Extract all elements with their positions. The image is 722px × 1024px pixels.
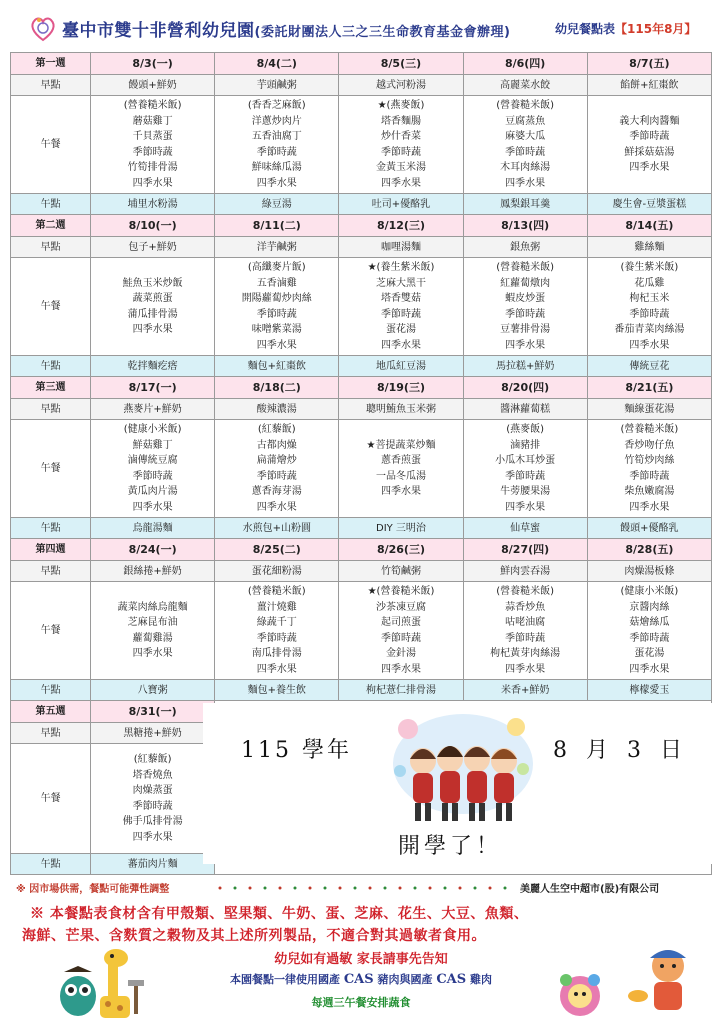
breakfast-cell: 高麗菜水餃 xyxy=(463,75,587,96)
lunch-cell xyxy=(463,420,587,518)
breakfast-cell: 銀魚粥 xyxy=(463,237,587,258)
lunch-item: 蛋花湯 xyxy=(385,324,416,335)
lunch-item: 黃瓜肉片湯 xyxy=(127,486,178,497)
lunch-item: 四季水果 xyxy=(380,339,421,351)
lunch-item: 蛋花湯 xyxy=(634,648,665,659)
snack-cell: 傳統豆花 xyxy=(587,356,711,377)
lunch-item: 季節時蔬 xyxy=(505,146,546,158)
date-cell: 8/18(二) xyxy=(215,377,339,399)
market-note: ※ 因市場供需，餐點可能彈性調整 xyxy=(16,884,170,895)
lunch-cell xyxy=(587,582,711,680)
snack-label: 午點 xyxy=(11,854,91,875)
lunch-cell xyxy=(91,420,215,518)
snack-cell: 米香+鮮奶 xyxy=(463,680,587,701)
lunch-item: 小瓜木耳炒蛋 xyxy=(495,455,556,466)
lunch-item: 番茄青菜肉絲湯 xyxy=(614,324,685,335)
lunch-item: (健康小米飯) xyxy=(620,586,679,597)
lunch-item: 千貝蒸蛋 xyxy=(132,131,173,142)
breakfast-cell: 麵線蛋花湯 xyxy=(587,399,711,420)
lunch-item: 塔香麵腸 xyxy=(380,115,421,127)
week-header-row xyxy=(11,53,712,75)
lunch-item: 薑汁燒雞 xyxy=(256,601,297,613)
date-cell: 8/5(三) xyxy=(339,53,463,75)
lunch-item: 枸杞玉米 xyxy=(629,293,670,304)
snack-cell: 麵包+紅棗飲 xyxy=(215,356,339,377)
lunch-item: 季節時蔬 xyxy=(380,146,421,158)
lunch-cell xyxy=(463,582,587,680)
lunch-item: 季節時蔬 xyxy=(629,632,670,644)
lunch-item: 五香油腐丁 xyxy=(251,131,302,142)
date-cell: 8/21(五) xyxy=(587,377,711,399)
week-header-row xyxy=(11,215,712,237)
lunch-item: (營養糙米飯) xyxy=(247,586,306,597)
week-label: 第四週 xyxy=(11,539,91,561)
lunch-item: 鮮味絲瓜湯 xyxy=(251,162,302,173)
lunch-item: 四季水果 xyxy=(629,162,670,173)
lunch-item: 季節時蔬 xyxy=(505,470,546,482)
lunch-item: (紅藜飯) xyxy=(257,424,296,435)
snack-cell: 吐司+優酪乳 xyxy=(339,194,463,215)
school-title xyxy=(62,16,510,41)
lunch-item: 四季水果 xyxy=(256,339,297,351)
date-cell: 8/12(三) xyxy=(339,215,463,237)
lunch-item: 季節時蔬 xyxy=(256,308,297,320)
meat-post: 雞肉 xyxy=(466,973,492,986)
lunch-item: ★(養生紫米飯) xyxy=(367,262,435,273)
snack-cell: 埔里水粉湯 xyxy=(91,194,215,215)
lunch-item: 扁蒲燴炒 xyxy=(256,455,297,466)
snack-label: 午點 xyxy=(11,518,91,539)
lunch-row xyxy=(11,420,712,518)
lunch-item: 季節時蔬 xyxy=(132,800,173,812)
week-label: 第一週 xyxy=(11,53,91,75)
school-logo-icon xyxy=(28,14,58,42)
lunch-item: 蒜香炒魚 xyxy=(505,601,546,613)
lunch-item: 季節時蔬 xyxy=(380,308,421,320)
breakfast-cell: 肉燥湯板條 xyxy=(587,561,711,582)
snack-cell: 蕃茄肉片麵 xyxy=(91,854,215,875)
menu-title: 幼兒餐點表 xyxy=(555,22,616,36)
lunch-item: 四季水果 xyxy=(256,177,297,189)
banner-open-text: 開學了！ xyxy=(398,834,503,859)
decorative-dots-icon xyxy=(215,885,515,891)
lunch-cell xyxy=(215,96,339,194)
date-cell: 8/28(五) xyxy=(587,539,711,561)
breakfast-label: 早點 xyxy=(11,561,91,582)
lunch-item: ★(營養糙米飯) xyxy=(367,586,435,597)
lunch-item: 佛手瓜排骨湯 xyxy=(122,816,183,827)
snack-row xyxy=(11,194,712,215)
meat-mid: 豬肉與國產 xyxy=(373,973,437,986)
lunch-item: 炒什香菜 xyxy=(380,131,421,142)
lunch-item: 四季水果 xyxy=(505,501,546,513)
cas-label-pork: CAS xyxy=(343,972,374,987)
breakfast-cell: 洋芋鹹粥 xyxy=(215,237,339,258)
snack-label: 午點 xyxy=(11,356,91,377)
lunch-item: 開陽蘿蔔炒肉絲 xyxy=(241,293,312,304)
lunch-item: 味噌紫菜湯 xyxy=(251,324,302,335)
lunch-cell xyxy=(215,582,339,680)
allergy-line-2: 海鮮、芒果、含麩質之穀物及其上述所列製品，不適合對其過敏者食用。 xyxy=(22,928,486,944)
snack-cell: 仙草蜜 xyxy=(463,518,587,539)
lunch-item: 芝麻昆布油 xyxy=(127,617,178,628)
lunch-item: ★(燕麥飯) xyxy=(377,100,425,111)
week-header-row xyxy=(11,377,712,399)
lunch-item: 枸杞黃芽肉絲湯 xyxy=(490,648,561,659)
snack-cell: 水煎包+山粉圓 xyxy=(215,518,339,539)
breakfast-cell: 雞絲麵 xyxy=(587,237,711,258)
lunch-row xyxy=(11,582,712,680)
breakfast-cell: 銀絲捲+鮮奶 xyxy=(91,561,215,582)
school-start-banner xyxy=(203,703,712,864)
date-cell: 8/13(四) xyxy=(463,215,587,237)
lunch-item: 季節時蔬 xyxy=(505,308,546,320)
breakfast-cell: 咖哩湯麵 xyxy=(339,237,463,258)
lunch-item: 蘑菇雞丁 xyxy=(132,115,173,127)
lunch-item: (營養糙米飯) xyxy=(123,100,182,111)
lunch-row xyxy=(11,258,712,356)
snack-cell: 饅頭+優酪乳 xyxy=(587,518,711,539)
breakfast-cell: 竹筍鹹粥 xyxy=(339,561,463,582)
lunch-item: 四季水果 xyxy=(629,501,670,513)
lunch-item: 一品冬瓜湯 xyxy=(375,470,426,482)
date-cell: 8/27(四) xyxy=(463,539,587,561)
allergy-warning xyxy=(22,903,700,947)
lunch-item: 豆腐蒸魚 xyxy=(505,115,546,127)
lunch-item: 四季水果 xyxy=(629,663,670,675)
lunch-item: 四季水果 xyxy=(380,486,421,497)
lunch-item: (營養糙米飯) xyxy=(496,100,555,111)
breakfast-row xyxy=(11,399,712,420)
lunch-item: 塔香燒魚 xyxy=(132,769,173,781)
lunch-item: 四季水果 xyxy=(132,648,173,659)
breakfast-cell: 鮮肉雲吞湯 xyxy=(463,561,587,582)
snack-row xyxy=(11,680,712,701)
lunch-item: 季節時蔬 xyxy=(256,146,297,158)
lunch-item: 牛蒡腰果湯 xyxy=(500,486,551,497)
lunch-cell xyxy=(91,582,215,680)
lunch-item: (紅藜飯) xyxy=(133,754,172,765)
lunch-item: ★菩提蔬菜炒麵 xyxy=(366,439,436,451)
lunch-item: 季節時蔬 xyxy=(629,470,670,482)
lunch-item: 季節時蔬 xyxy=(132,470,173,482)
lunch-item: 四季水果 xyxy=(629,339,670,351)
date-cell: 8/7(五) xyxy=(587,53,711,75)
breakfast-cell: 包子+鮮奶 xyxy=(91,237,215,258)
lunch-item: 四季水果 xyxy=(132,501,173,513)
lunch-item: 塔香雙菇 xyxy=(380,293,421,304)
mascot-owl-giraffe-icon xyxy=(56,944,156,1020)
lunch-item: 四季水果 xyxy=(132,831,173,843)
lunch-item: 起司煎蛋 xyxy=(380,617,421,628)
lunch-item: 季節時蔬 xyxy=(629,308,670,320)
snack-cell: 鳳梨銀耳羹 xyxy=(463,194,587,215)
lunch-item: (營養糙米飯) xyxy=(620,424,679,435)
date-cell: 8/19(三) xyxy=(339,377,463,399)
week-label: 第二週 xyxy=(11,215,91,237)
breakfast-label: 早點 xyxy=(11,237,91,258)
lunch-item: (高纖麥片飯) xyxy=(247,262,306,273)
lunch-item: 肉燥蒸蛋 xyxy=(132,785,173,796)
lunch-item: 蔬菜煎蛋 xyxy=(132,293,173,304)
breakfast-row xyxy=(11,75,712,96)
snack-cell: DIY 三明治 xyxy=(339,518,463,539)
lunch-item: 沙茶凍豆腐 xyxy=(375,601,426,613)
lunch-item: 鮮採菇菇湯 xyxy=(624,146,675,158)
lunch-item: 四季水果 xyxy=(505,339,546,351)
date-cell: 8/4(二) xyxy=(215,53,339,75)
lunch-item: 花瓜雞 xyxy=(634,277,665,289)
lunch-label: 午餐 xyxy=(11,744,91,854)
snack-cell: 枸杞薏仁排骨湯 xyxy=(339,680,463,701)
date-cell: 8/26(三) xyxy=(339,539,463,561)
lunch-item: 蔥香海芽湯 xyxy=(251,486,302,497)
lunch-item: 四季水果 xyxy=(256,663,297,675)
breakfast-cell: 燕麥片+鮮奶 xyxy=(91,399,215,420)
breakfast-row xyxy=(11,237,712,258)
lunch-item: 咕咾油腐 xyxy=(505,617,546,628)
lunch-item: 五香滷雞 xyxy=(256,277,297,289)
breakfast-label: 早點 xyxy=(11,723,91,744)
lunch-item: (營養糙米飯) xyxy=(496,262,555,273)
lunch-item: 季節時蔬 xyxy=(380,632,421,644)
lunch-item: 四季水果 xyxy=(505,177,546,189)
lunch-item: 竹筍排骨湯 xyxy=(127,162,178,173)
date-cell: 8/31(一) xyxy=(91,701,215,723)
snack-cell: 綠豆湯 xyxy=(215,194,339,215)
snack-cell: 檸檬愛玉 xyxy=(587,680,711,701)
lunch-item: 四季水果 xyxy=(380,663,421,675)
lunch-item: 蒲瓜排骨湯 xyxy=(127,308,178,320)
lunch-item: 麻婆大瓜 xyxy=(505,131,546,142)
snack-cell: 地瓜紅豆湯 xyxy=(339,356,463,377)
breakfast-cell: 蛋花細粉湯 xyxy=(215,561,339,582)
lunch-item: 柴魚嫩腐湯 xyxy=(624,486,675,497)
lunch-label: 午餐 xyxy=(11,420,91,518)
date-cell: 8/10(一) xyxy=(91,215,215,237)
vegetarian-note: 每週三午餐安排蔬食 xyxy=(311,996,411,1009)
lunch-item: (營養糙米飯) xyxy=(496,586,555,597)
breakfast-label: 早點 xyxy=(11,399,91,420)
lunch-cell xyxy=(463,258,587,356)
page-header xyxy=(10,12,712,44)
lunch-item: 豆薯排骨湯 xyxy=(500,324,551,335)
snack-cell: 烏龍湯麵 xyxy=(91,518,215,539)
lunch-item: 古都肉燥 xyxy=(256,439,297,451)
lunch-item: 芝麻大黑干 xyxy=(375,277,426,289)
lunch-cell xyxy=(587,420,711,518)
date-cell: 8/24(一) xyxy=(91,539,215,561)
lunch-item: 季節時蔬 xyxy=(505,632,546,644)
snack-label: 午點 xyxy=(11,194,91,215)
lunch-item: 季節時蔬 xyxy=(256,632,297,644)
date-cell: 8/17(一) xyxy=(91,377,215,399)
cas-label-chicken: CAS xyxy=(436,972,467,987)
children-illustration-icon xyxy=(388,709,538,834)
mascot-animals-icon xyxy=(556,944,706,1020)
lunch-item: 木耳肉絲湯 xyxy=(500,162,551,173)
breakfast-cell: 酸辣濃湯 xyxy=(215,399,339,420)
lunch-item: 季節時蔬 xyxy=(629,131,670,142)
snack-row xyxy=(11,356,712,377)
meat-pre: 本園餐點一律使用國產 xyxy=(229,973,344,986)
lunch-item: 四季水果 xyxy=(256,501,297,513)
lunch-item: 季節時蔬 xyxy=(132,146,173,158)
lunch-item: 義大利肉醬麵 xyxy=(619,115,680,127)
lunch-item: 金針湯 xyxy=(385,648,416,659)
date-cell: 8/11(二) xyxy=(215,215,339,237)
snack-cell: 慶生會-豆漿蛋糕 xyxy=(587,194,711,215)
breakfast-cell: 聰明鮪魚玉米粥 xyxy=(339,399,463,420)
lunch-item: 洋蔥炒肉片 xyxy=(251,115,302,127)
lunch-item: (養生紫米飯) xyxy=(620,262,679,273)
snack-cell: 馬拉糕+鮮奶 xyxy=(463,356,587,377)
breakfast-cell: 醬淋蘿蔔糕 xyxy=(463,399,587,420)
lunch-cell xyxy=(587,96,711,194)
date-cell: 8/20(四) xyxy=(463,377,587,399)
lunch-item: 蝦皮炒蛋 xyxy=(505,293,546,304)
menu-label xyxy=(555,20,696,37)
lunch-cell xyxy=(463,96,587,194)
lunch-item: 鮭魚玉米炒飯 xyxy=(122,277,183,289)
snack-row xyxy=(11,518,712,539)
lunch-item: 紅蘿蔔燉肉 xyxy=(500,277,551,289)
breakfast-row xyxy=(11,561,712,582)
lunch-item: 四季水果 xyxy=(505,663,546,675)
lunch-label: 午餐 xyxy=(11,258,91,356)
lunch-cell xyxy=(339,582,463,680)
breakfast-cell: 餡餅+紅棗飲 xyxy=(587,75,711,96)
lunch-item: 滷豬排 xyxy=(510,439,541,451)
lunch-cell xyxy=(91,744,215,854)
supplier-company: 美麗人生空中超市(股)有限公司 xyxy=(520,884,660,895)
date-cell: 8/25(二) xyxy=(215,539,339,561)
lunch-cell xyxy=(339,96,463,194)
breakfast-cell: 黑糖捲+鮮奶 xyxy=(91,723,215,744)
banner-school-year: 115 學年 xyxy=(241,738,352,763)
banner-start-date: 8 月 3 日 xyxy=(553,738,688,763)
lunch-cell xyxy=(587,258,711,356)
lunch-item: 南瓜排骨湯 xyxy=(251,648,302,659)
breakfast-cell: 饅頭+鮮奶 xyxy=(91,75,215,96)
lunch-item: 綠蔬千丁 xyxy=(256,617,297,628)
lunch-item: (健康小米飯) xyxy=(123,424,182,435)
snack-cell: 麵包+養生飲 xyxy=(215,680,339,701)
lunch-item: (香香芝麻飯) xyxy=(247,100,306,111)
breakfast-cell: 越式河粉湯 xyxy=(339,75,463,96)
lunch-item: 滷傳統豆腐 xyxy=(127,455,178,466)
lunch-item: 鮮菇雞丁 xyxy=(132,439,173,451)
snack-cell: 乾拌麵疙瘩 xyxy=(91,356,215,377)
snack-label: 午點 xyxy=(11,680,91,701)
lunch-label: 午餐 xyxy=(11,582,91,680)
menu-year-month: 【115年8月】 xyxy=(615,22,697,36)
school-name: 臺中市雙十非營利幼兒園 xyxy=(62,21,255,41)
lunch-item: 四季水果 xyxy=(132,324,173,335)
lunch-item: 季節時蔬 xyxy=(256,470,297,482)
lunch-item: 蔥香煎蛋 xyxy=(380,455,421,466)
lunch-cell xyxy=(91,96,215,194)
lunch-item: 蘿蔔雞湯 xyxy=(132,632,173,644)
date-cell: 8/14(五) xyxy=(587,215,711,237)
lunch-item: 香炒吻仔魚 xyxy=(624,439,675,451)
lunch-cell xyxy=(215,420,339,518)
week-header-row xyxy=(11,539,712,561)
week-label: 第三週 xyxy=(11,377,91,399)
lunch-item: (燕麥飯) xyxy=(506,424,545,435)
lunch-item: 四季水果 xyxy=(380,177,421,189)
lunch-item: 菇燴絲瓜 xyxy=(629,617,670,628)
lunch-item: 金黃玉米湯 xyxy=(375,162,426,173)
parent-notify: 幼兒如有過敏 家長請事先告知 xyxy=(274,952,448,967)
date-cell: 8/6(四) xyxy=(463,53,587,75)
lunch-cell xyxy=(215,258,339,356)
lunch-row xyxy=(11,96,712,194)
snack-cell: 八寶粥 xyxy=(91,680,215,701)
lunch-cell xyxy=(339,420,463,518)
lunch-item: 竹筍炒肉絲 xyxy=(624,455,675,466)
date-cell: 8/3(一) xyxy=(91,53,215,75)
allergy-line-1: ※ 本餐點表食材含有甲殼類、堅果類、牛奶、蛋、芝麻、花生、大豆、魚類、 xyxy=(30,906,529,922)
lunch-label: 午餐 xyxy=(11,96,91,194)
lunch-cell xyxy=(339,258,463,356)
lunch-item: 京醬肉絲 xyxy=(629,601,670,613)
breakfast-cell: 芋頭鹹粥 xyxy=(215,75,339,96)
week-label: 第五週 xyxy=(11,701,91,723)
lunch-item: 蔬菜肉絲烏龍麵 xyxy=(117,601,188,613)
lunch-cell xyxy=(91,258,215,356)
school-operator: (委託財團法人三之三生命教育基金會辦理) xyxy=(254,25,511,40)
breakfast-label: 早點 xyxy=(11,75,91,96)
lunch-item: 四季水果 xyxy=(132,177,173,189)
